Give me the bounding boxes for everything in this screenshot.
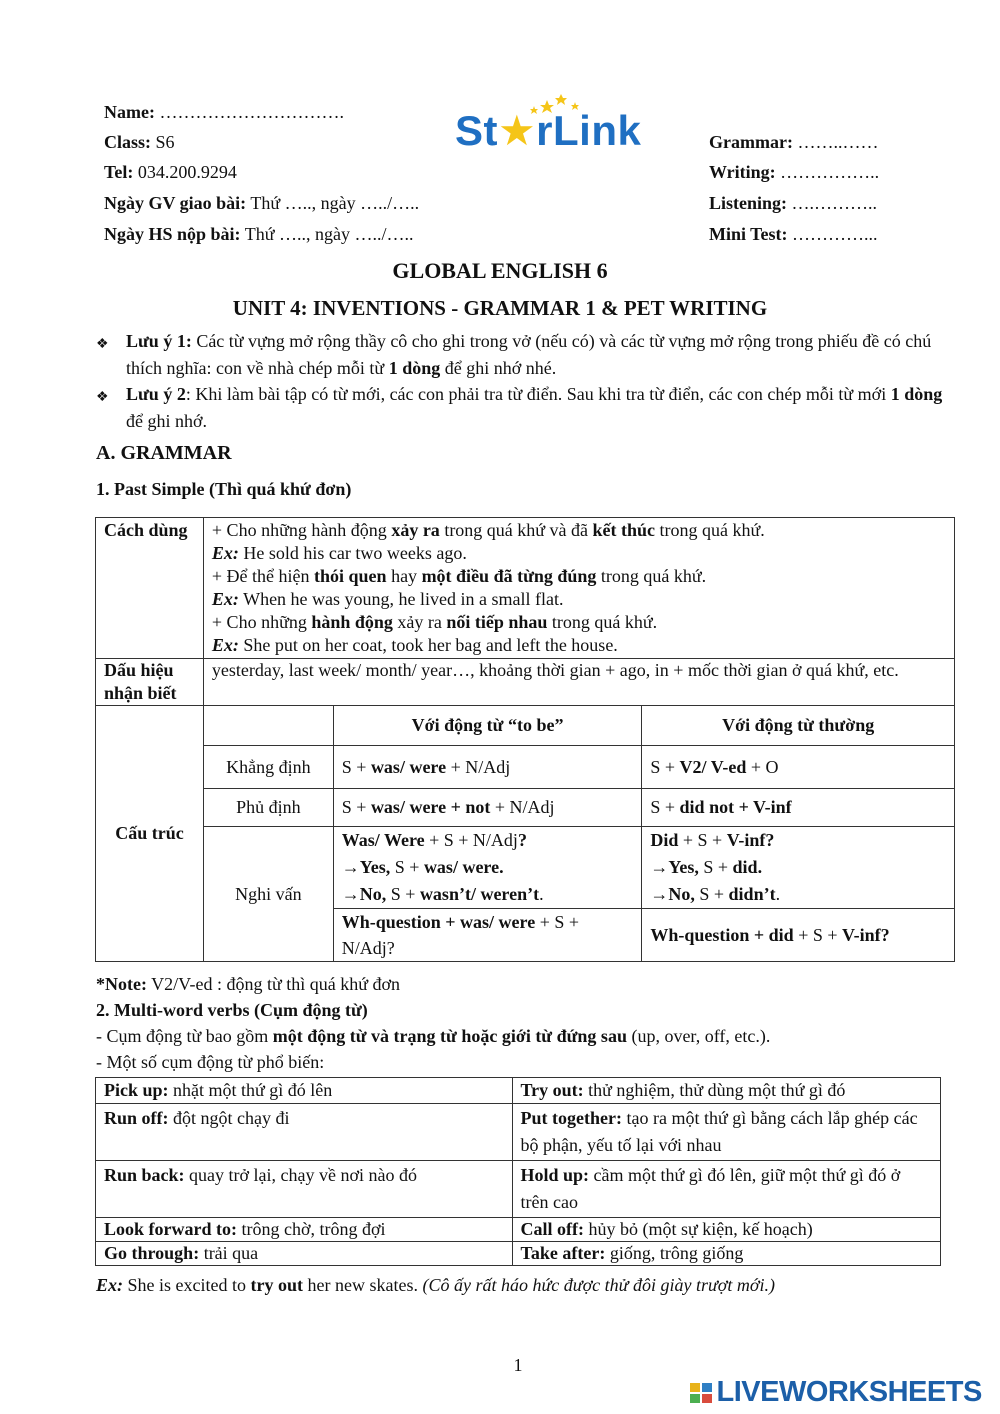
phrasal-cell: Call off: hủy bỏ (một sự kiện, kế hoạch): [512, 1218, 941, 1242]
multi-word-intro: - Cụm động từ bao gồm một động từ và trạng từ hoặc giới từ đứng sau (up, over, off, etc.).: [96, 1026, 771, 1046]
multi-word-intro-2: - Một số cụm động từ phổ biến:: [96, 1052, 325, 1072]
tel-line: Tel: 034.200.9294: [104, 162, 237, 182]
wh-question-be: Wh-question + was/ were + S + N/Adj?: [333, 909, 642, 962]
minitest-score: Mini Test: …………...: [709, 224, 878, 244]
past-simple-table: [95, 517, 955, 962]
phrasal-row: [96, 1104, 941, 1161]
question-row: [96, 827, 955, 909]
phrasal-row: [96, 1242, 941, 1266]
structure-label: Cấu trúc: [96, 706, 204, 962]
affirmative-label: Khẳng định: [203, 746, 333, 789]
phrasal-cell: Run off: đột ngột chạy đi: [96, 1104, 513, 1161]
page-number: 1: [513, 1355, 523, 1375]
name-line: Name: ………………………….: [104, 102, 344, 122]
question-verb: Did + S + V-inf? →Yes, S + did. →No, S + didn’t.: [642, 827, 955, 909]
note-1: ❖ Lưu ý 1: Các từ vựng mở rộng thầy cô cho ghi trong vở (nếu có) và các từ vựng mở rộng trong phiếu đề có chú thích nghĩa: con về nhà chép mỗi từ 1 dòng để ghi nhớ nhé.: [96, 331, 932, 378]
diamond-bullet-icon: ❖: [96, 390, 109, 405]
diamond-bullet-icon: ❖: [96, 337, 109, 352]
col-ordinary-verb: Với động từ thường: [642, 706, 955, 746]
listening-score: Listening: ….………..: [709, 193, 878, 213]
phrasal-row: [96, 1161, 941, 1218]
phrasal-cell: Take after: giống, trông giống: [512, 1242, 941, 1266]
multi-word-heading: 2. Multi-word verbs (Cụm động từ): [96, 1000, 368, 1020]
wh-question-verb: Wh-question + did + S + V-inf?: [642, 909, 955, 962]
note-2: ❖ Lưu ý 2: Khi làm bài tập có từ mới, các con phải tra từ điển. Sau khi tra từ điển, các con chép mỗi từ mới 1 dòng để ghi nhớ.: [96, 384, 943, 431]
signs-row: [96, 659, 955, 706]
phrasal-cell: Look forward to: trông chờ, trông đợi: [96, 1218, 513, 1242]
example-sentence: Ex: She is excited to try out her new skates. (Cô ấy rất háo hức được thử đôi giày trượt mới.): [96, 1275, 776, 1295]
liveworksheets-watermark: LIVEWORKSHEETS: [690, 1376, 982, 1409]
signs-content: yesterday, last week/ month/ year…, khoảng thời gian + ago, in + mốc thời gian ở quá khứ, etc.: [203, 659, 954, 706]
usage-content: + Cho những hành động xảy ra trong quá khứ và đã kết thúc trong quá khứ. Ex: He sold his car two weeks ago. + Để thể hiện thói quen hay một điều đã từng đúng trong quá khứ. Ex: When he was young, he lived in a small flat. + Cho những hành động xảy ra nối tiếp nhau trong quá khứ. Ex: She put on her coat, took her bag and left the house.: [203, 518, 954, 659]
submit-date-line: Ngày HS nộp bài: Thứ ….., ngày …../…..: [104, 224, 414, 244]
phrasal-cell: Try out: thử nghiệm, thử dùng một thứ gì đó: [512, 1078, 941, 1104]
assign-date-line: Ngày GV giao bài: Thứ ….., ngày …../…..: [104, 193, 420, 213]
note-line: *Note: V2/V-ed : động từ thì quá khứ đơn: [96, 974, 401, 994]
phrasal-cell: Hold up: cầm một thứ gì đó lên, giữ một thứ gì đó ở trên cao: [512, 1161, 941, 1218]
section-a-heading: A. GRAMMAR: [96, 442, 232, 464]
grammar-score: Grammar: ……..……: [709, 132, 879, 152]
usage-label: Cách dùng: [96, 518, 204, 659]
negative-label: Phủ định: [203, 789, 333, 827]
class-line: Class: S6: [104, 132, 175, 152]
liveworksheets-logo-icon: [690, 1382, 712, 1404]
starlink-logo: St★rLink: [455, 92, 670, 157]
phrasal-row: [96, 1078, 941, 1104]
col-to-be: Với động từ “to be”: [333, 706, 642, 746]
past-simple-heading: 1. Past Simple (Thì quá khứ đơn): [96, 479, 352, 499]
negative-verb: S + did not + V-inf: [642, 789, 955, 827]
negative-be: S + was/ were + not + N/Adj: [333, 789, 642, 827]
affirmative-verb: S + V2/ V-ed + O: [642, 746, 955, 789]
negative-row: [96, 789, 955, 827]
phrasal-cell: Run back: quay trở lại, chạy về nơi nào đó: [96, 1161, 513, 1218]
structure-header-row: [96, 706, 955, 746]
page-subtitle: UNIT 4: INVENTIONS - GRAMMAR 1 & PET WRITING: [232, 296, 768, 320]
question-label: Nghi vấn: [203, 827, 333, 962]
phrasal-row: [96, 1218, 941, 1242]
page-title: GLOBAL ENGLISH 6: [392, 258, 608, 283]
phrasal-cell: Pick up: nhặt một thứ gì đó lên: [96, 1078, 513, 1104]
question-be: Was/ Were + S + N/Adj? →Yes, S + was/ were. →No, S + wasn’t/ weren’t.: [333, 827, 642, 909]
signs-label: Dấu hiệu nhận biết: [96, 659, 204, 706]
affirmative-row: [96, 746, 955, 789]
usage-row: [96, 518, 955, 659]
phrasal-verbs-table: [95, 1077, 941, 1266]
phrasal-cell: Put together: tạo ra một thứ gì bằng cách lắp ghép các bộ phận, yếu tố lại với nhau: [512, 1104, 941, 1161]
writing-score: Writing: ……………..: [709, 162, 880, 182]
phrasal-cell: Go through: trải qua: [96, 1242, 513, 1266]
affirmative-be: S + was/ were + N/Adj: [333, 746, 642, 789]
